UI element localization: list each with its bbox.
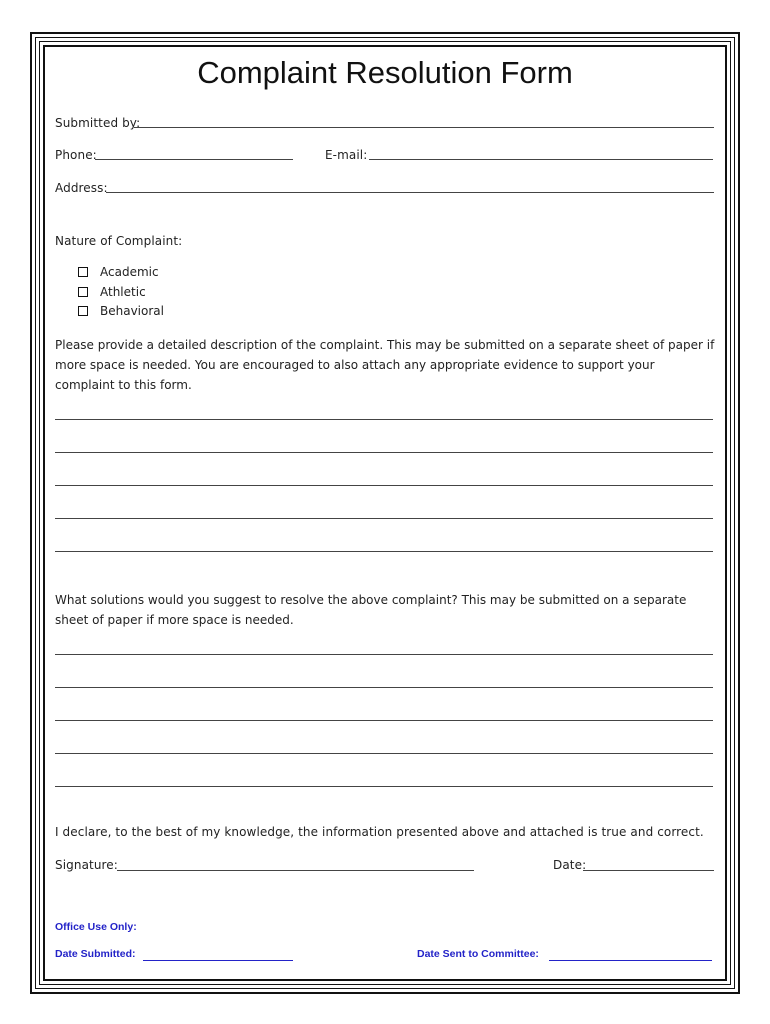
description-line[interactable] xyxy=(55,551,713,552)
checkbox-academic[interactable] xyxy=(78,267,88,277)
address-label: Address: xyxy=(55,181,108,195)
solutions-line[interactable] xyxy=(55,687,713,688)
signature-field[interactable] xyxy=(117,870,474,871)
checkbox-athletic[interactable] xyxy=(78,287,88,297)
description-line[interactable] xyxy=(55,518,713,519)
date-label: Date: xyxy=(553,858,587,872)
nature-label: Nature of Complaint: xyxy=(55,234,183,248)
option-academic[interactable] xyxy=(78,265,159,279)
description-prompt: Please provide a detailed description of the complaint. This may be submitted on a separate sheet of paper if more space is needed. You are encouraged to also attach any appropriate evidence to support your complaint to this form. xyxy=(55,338,715,392)
solutions-line[interactable] xyxy=(55,654,713,655)
option-behavioral-label: Behavioral xyxy=(100,304,164,318)
date-sent-field[interactable] xyxy=(549,960,712,961)
page-border-4 xyxy=(43,45,727,981)
page-border-2 xyxy=(35,37,735,989)
solutions-prompt: What solutions would you suggest to resolve the above complaint? This may be submitted on a separate sheet of paper if more space is needed. xyxy=(55,593,687,627)
form-title: Complaint Resolution Form xyxy=(197,55,573,90)
email-field[interactable] xyxy=(369,159,713,160)
email-label: E-mail: xyxy=(325,148,368,162)
phone-label: Phone: xyxy=(55,148,97,162)
date-sent-label: Date Sent to Committee: xyxy=(417,948,539,960)
page-border-3 xyxy=(39,41,731,985)
checkbox-behavioral[interactable] xyxy=(78,306,88,316)
solutions-line[interactable] xyxy=(55,786,713,787)
option-athletic-label: Athletic xyxy=(100,285,146,299)
phone-field[interactable] xyxy=(95,159,293,160)
solutions-line[interactable] xyxy=(55,720,713,721)
option-academic-label: Academic xyxy=(100,265,159,279)
date-field[interactable] xyxy=(583,870,714,871)
date-submitted-field[interactable] xyxy=(143,960,293,961)
submitted-by-field[interactable] xyxy=(134,127,714,128)
option-behavioral[interactable] xyxy=(78,304,164,318)
address-field[interactable] xyxy=(106,192,714,193)
description-line[interactable] xyxy=(55,419,713,420)
submitted-by-label: Submitted by: xyxy=(55,116,141,130)
office-use-heading: Office Use Only: xyxy=(55,921,137,933)
signature-label: Signature: xyxy=(55,858,118,872)
option-athletic[interactable] xyxy=(78,285,146,299)
date-submitted-label: Date Submitted: xyxy=(55,948,136,960)
solutions-line[interactable] xyxy=(55,753,713,754)
description-line[interactable] xyxy=(55,452,713,453)
page-border xyxy=(30,32,740,994)
declaration-text: I declare, to the best of my knowledge, the information presented above and attached is true and correct. xyxy=(55,825,704,839)
description-line[interactable] xyxy=(55,485,713,486)
